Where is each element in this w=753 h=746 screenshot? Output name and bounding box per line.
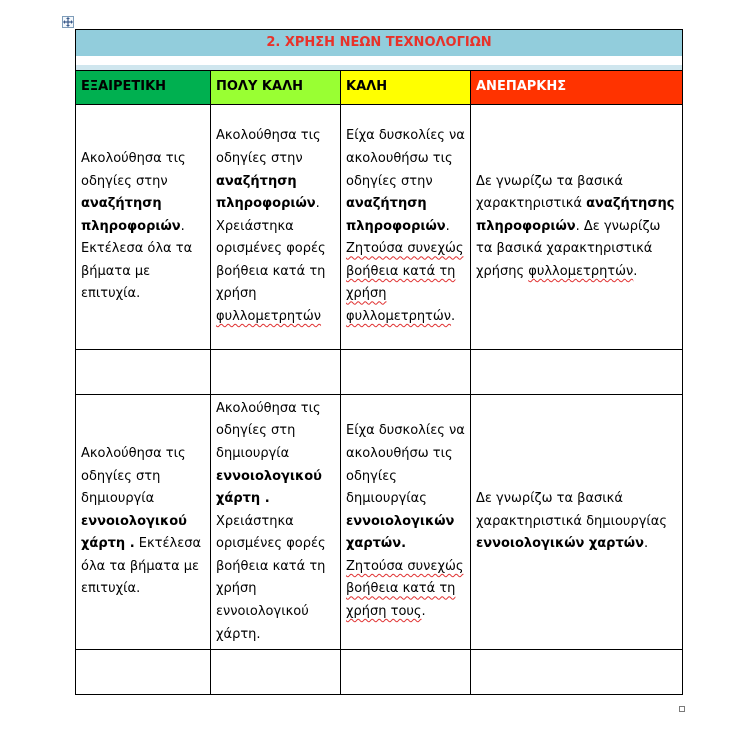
empty-cell[interactable] [341, 650, 471, 695]
header-excellent: ΕΞΑΙΡΕΤΙΚΗ [76, 71, 211, 105]
cell-r2-good[interactable] [341, 395, 471, 650]
spellcheck-text: φυλλομετρητών [216, 309, 322, 325]
spellcheck-text: Ζητούσα συνεχώς βοήθεια κατά τη χρήση τους [346, 558, 464, 620]
bold-text: αναζήτηση πληροφοριών [81, 196, 181, 234]
cell-r1-good[interactable] [341, 105, 471, 350]
bold-text: αναζήτησης πληροφοριών [476, 196, 675, 234]
header-row [76, 71, 683, 105]
spacer-row [76, 56, 683, 71]
text: Δε γνωρίζω τα βασικά χαρακτηριστικά [476, 173, 623, 212]
empty-cell[interactable] [211, 650, 341, 695]
bold-text: εννοιολογικών χαρτών. [346, 513, 455, 552]
cell-r2-excellent[interactable] [76, 395, 211, 650]
table-move-handle-icon[interactable] [62, 16, 74, 28]
text: . [643, 536, 649, 552]
table-row [76, 105, 683, 350]
spellcheck-text: Ζητούσα συνεχώς βοήθεια κατά τη χρήση φυλλομετρητών [346, 241, 464, 325]
empty-cell[interactable] [341, 350, 471, 395]
text: . Χρειάστηκα ορισμένες φορές βοήθεια κατά τη χρήση [216, 196, 326, 302]
text: Χρειάστηκα ορισμένες φορές βοήθεια κατά τη χρήση εννοιολογικού χάρτη. [216, 513, 326, 642]
cell-r1-very-good[interactable] [211, 105, 341, 350]
text: Είχα δυσκολίες να ακολουθήσω τις οδηγίες στην [346, 128, 465, 189]
text: Ακολούθησα τις οδηγίες στην [216, 128, 321, 166]
table-resize-handle-icon[interactable] [679, 706, 685, 712]
cell-r1-insufficient[interactable] [471, 105, 683, 350]
bold-text: εννοιολογικών χαρτών [476, 536, 644, 552]
spacer-cell [76, 56, 683, 71]
header-good: ΚΑΛΗ [341, 71, 471, 105]
text: . [633, 263, 638, 279]
header-insufficient: ΑΝΕΠΑΡΚΗΣ [471, 71, 683, 105]
table-title: 2. ΧΡΗΣΗ ΝΕΩΝ ΤΕΧΝΟΛΟΓΙΩΝ [76, 30, 683, 57]
bold-text: αναζήτηση πληροφοριών [216, 173, 316, 212]
cell-r1-excellent[interactable] [76, 105, 211, 350]
text: Ακολούθησα τις οδηγίες στη δημιουργία [81, 445, 186, 507]
table-row [76, 650, 683, 695]
spellcheck-text: φυλλομετρητών [528, 263, 634, 279]
bold-text: εννοιολογικού χάρτη . [216, 468, 322, 507]
text: . [451, 309, 456, 325]
empty-cell[interactable] [76, 350, 211, 395]
text: . [445, 218, 450, 234]
table-row [76, 350, 683, 395]
empty-cell[interactable] [76, 650, 211, 695]
text: Ακολούθησα τις οδηγίες στη δημιουργία [216, 400, 321, 461]
text: Ακολούθησα τις οδηγίες στην [81, 150, 186, 189]
text: . [421, 604, 426, 620]
header-very-good: ΠΟΛΥ ΚΑΛΗ [211, 71, 341, 105]
table-row [76, 395, 683, 650]
text: . Δε γνωρίζω τα βασικά χαρακτηριστικά χρήσης [476, 218, 661, 279]
cell-r2-insufficient[interactable] [471, 395, 683, 650]
text: Είχα δυσκολίες να ακολουθήσω τις οδηγίες δημιουργίας [346, 423, 465, 507]
spacer-band [76, 65, 682, 70]
text: Εκτέλεσα όλα τα βήματα με επιτυχία. [81, 536, 202, 597]
bold-text: αναζήτηση πληροφοριών [346, 196, 446, 234]
bold-text: εννοιολογικού χάρτη . [81, 513, 187, 552]
text: . Εκτέλεσα όλα τα βήματα με επιτυχία. [81, 218, 193, 302]
empty-cell[interactable] [211, 350, 341, 395]
empty-cell[interactable] [471, 350, 683, 395]
cell-r2-very-good[interactable] [211, 395, 341, 650]
assessment-rubric-table [75, 29, 683, 695]
text: Δε γνωρίζω τα βασικά χαρακτηριστικά δημιουργίας [476, 491, 667, 529]
title-row [76, 30, 683, 57]
empty-cell[interactable] [471, 650, 683, 695]
